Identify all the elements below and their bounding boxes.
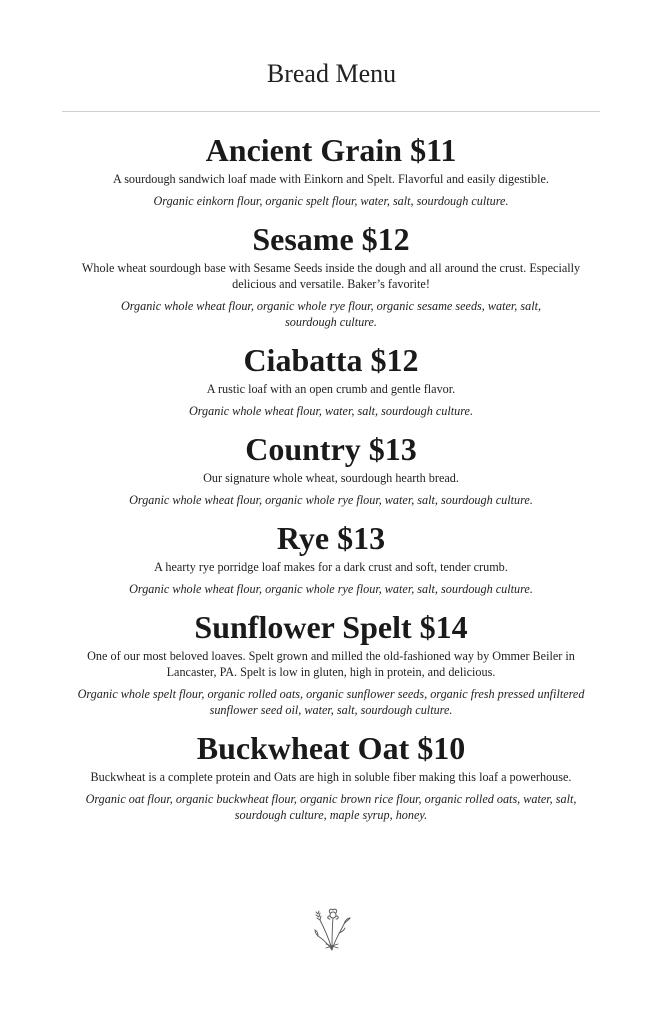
item-description: A sourdough sandwich loaf made with Einkorn and Spelt. Flavorful and easily digestible. bbox=[113, 172, 549, 186]
item-ingredients: Organic whole wheat flour, organic whole rye flour, water, salt, sourdough culture. bbox=[129, 493, 533, 507]
item-description: A hearty rye porridge loaf makes for a dark crust and soft, tender crumb. bbox=[154, 560, 508, 574]
item-title: Ancient Grain $11 bbox=[205, 132, 457, 168]
menu-item-country bbox=[62, 430, 600, 508]
item-title: Sesame $12 bbox=[252, 221, 410, 257]
item-ingredients: Organic whole wheat flour, water, salt, sourdough culture. bbox=[188, 404, 474, 418]
page-title: Bread Menu bbox=[266, 59, 397, 88]
item-title: Ciabatta $12 bbox=[243, 342, 419, 378]
item-description: One of our most beloved loaves. Spelt grown and milled the old-fashioned way by Ommer Beiler in Lancaster, PA. Spelt is low in gluten, high in protein, and delicious. bbox=[87, 649, 575, 679]
menu-item-rye bbox=[62, 519, 600, 597]
menu-item-ciabatta bbox=[62, 341, 600, 419]
menu-item-sunflower-spelt bbox=[62, 608, 600, 718]
item-description: Our signature whole wheat, sourdough hearth bread. bbox=[203, 471, 459, 485]
item-title: Country $13 bbox=[245, 431, 417, 467]
item-title: Rye $13 bbox=[276, 520, 386, 556]
menu-item-sesame bbox=[62, 220, 600, 330]
item-description: Whole wheat sourdough base with Sesame Seeds inside the dough and all around the crust. Especially delicious and versatile. Baker’s favorite! bbox=[81, 261, 581, 291]
wheat-bouquet-icon bbox=[308, 904, 356, 952]
item-ingredients: Organic einkorn flour, organic spelt flour, water, salt, sourdough culture. bbox=[153, 194, 509, 208]
item-title: Sunflower Spelt $14 bbox=[194, 609, 468, 645]
menu-item-buckwheat-oat bbox=[62, 729, 600, 823]
item-ingredients: Organic whole wheat flour, organic whole rye flour, water, salt, sourdough culture. bbox=[129, 582, 533, 596]
menu-item-ancient-grain bbox=[62, 131, 600, 209]
item-ingredients: Organic whole wheat flour, organic whole rye flour, organic sesame seeds, water, salt, sourdough culture. bbox=[120, 299, 542, 329]
item-ingredients: Organic oat flour, organic buckwheat flour, organic brown rice flour, organic rolled oats, water, salt, sourdough culture, maple syrup, honey. bbox=[85, 792, 577, 822]
item-description: A rustic loaf with an open crumb and gentle flavor. bbox=[206, 382, 456, 396]
item-description: Buckwheat is a complete protein and Oats are high in soluble fiber making this loaf a powerhouse. bbox=[90, 770, 572, 784]
bread-menu-list bbox=[62, 131, 600, 834]
item-title: Buckwheat Oat $10 bbox=[196, 730, 466, 766]
item-ingredients: Organic whole spelt flour, organic rolled oats, organic sunflower seeds, organic fresh pressed unfiltered sunflower seed oil, water, salt, sourdough culture. bbox=[77, 687, 585, 717]
header-divider bbox=[62, 111, 600, 112]
